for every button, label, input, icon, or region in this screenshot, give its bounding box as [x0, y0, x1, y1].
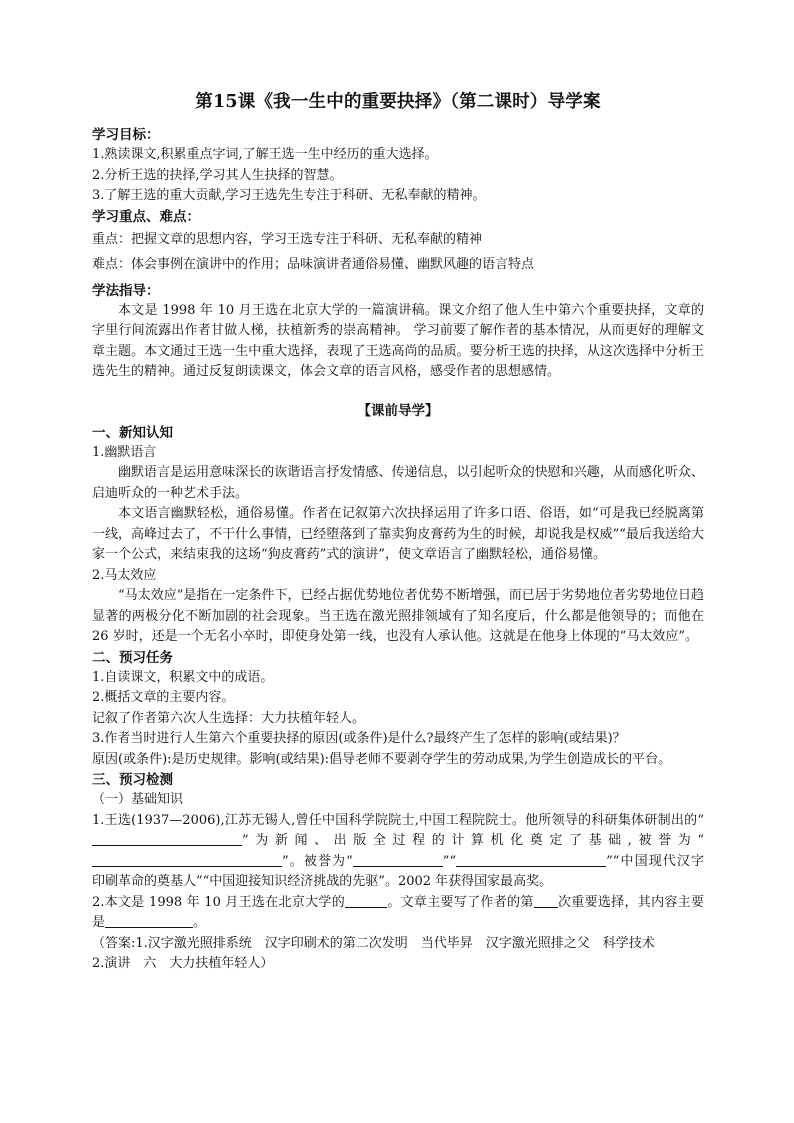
task-question-1: 1.自读课文，积累文中的成语。: [92, 669, 274, 685]
task-answer-2: 记叙了作者第六次人生选择：大力扶植年轻人。: [92, 710, 366, 726]
goal-item-2: 2.分析王选的抉择,学习其人生抉择的智慧。: [92, 167, 343, 183]
humor-language-definition: 幽默语言是运用意味深长的诙谐语言抒发情感、传递信息，以引起听众的快慰和兴趣，从而感化听众、启迪听众的一种艺术手法。: [92, 465, 704, 501]
q1-text-c: ”。被誉为“: [282, 853, 353, 869]
blank-6[interactable]: [534, 893, 558, 908]
task-question-2: 2.概括文章的主要内容。: [92, 690, 235, 705]
q1-text-a: 1.王选(1937—2006),江苏无锡人,曾任中国科学院院士,中国工程院院士。他所领导的科研集体研制出的“: [92, 812, 704, 828]
preview-section: [92, 401, 704, 975]
key-points-section: [92, 207, 704, 277]
humor-language-example: 本文语言幽默轻松，通俗易懂。作者在记叙第六次抉择运用了许多口语、俗语，如“可是我已经脱离第一线，高峰过去了，不干什么事情，已经堕落到了靠卖狗皮膏药为生的时候，却说我是权威”“最后我送给大家一个公式，来结束我的这场“狗皮膏药”式的演讲”，使文章语言了幽默轻松，通俗易懂。: [92, 506, 704, 562]
section-1-heading: 一、新知认知: [92, 424, 173, 441]
blank-2[interactable]: [92, 852, 282, 867]
basic-knowledge-heading: （一）基础知识: [92, 792, 184, 807]
task-answer-3: 原因(或条件):是历史规律。影响(或结果):倡导老师不要剥夺学生的劳动成果,为学生创造成长的平台。: [92, 751, 672, 767]
fill-blank-question-1: [92, 811, 704, 893]
learning-goals-section: [92, 125, 704, 207]
section-2-heading: 二、预习任务: [92, 649, 173, 666]
page-title: 第15课《我一生中的重要抉择》（第二课时）导学案: [195, 92, 601, 112]
q2-text-b: 。文章主要写了作者的第: [387, 894, 534, 910]
blank-5[interactable]: [345, 893, 387, 908]
task-question-3: 3.作者当时进行人生第六个重要抉择的原因(或条件)是什么?最终产生了怎样的影响(或结果)？: [92, 731, 626, 746]
section-3-heading: 三、预习检测: [92, 772, 173, 788]
matthew-effect-text: “马太效应”是指在一定条件下，已经占据优势地位者优势不断增强，而已居于劣势地位者劣势地位日趋显著的两极分化不断加剧的社会现象。当王选在激光照排领域有了知名度后，什么都是他领导的；而他在 26 岁时，还是一个无名小卒时，即使身处第一线，也没有人承认他。这就是在他身上体现的“马太效应”。: [92, 588, 704, 644]
blank-1[interactable]: [92, 831, 242, 846]
blank-3[interactable]: [353, 852, 443, 867]
document-body: [92, 88, 704, 975]
study-method-text: 本文是 1998 年 10 月王选在北京大学的一篇演讲稿。课文介绍了他人生中第六个重要抉择，文章的字里行间流露出作者甘做人梯，扶植新秀的崇高精神。 学习前要了解作者的基本情况，从而更好的理解文章主题。本文通过王选一生中重大选择，表现了王选高尚的品质。要分析王选的抉择，从这次选择中分析王选先生的精神。通过反复朗读课文，体会文章的语言风格，感受作者的思想感情。: [92, 302, 704, 379]
q1-text-b: ”为新闻、出版全过程的计算机化奠定了基础,被誉为“: [242, 833, 704, 848]
preview-heading: 【课前导学】: [357, 402, 439, 419]
learning-goals-heading: 学习目标：: [92, 127, 160, 143]
study-method-heading: 学法指导：: [92, 282, 160, 299]
goal-item-3: 3.了解王选的重大贡献,学习王选先生专注于科研、无私奉献的精神。: [92, 188, 486, 203]
matthew-effect-title: 2.马太效应: [92, 567, 157, 583]
q2-text-a: 2.本文是 1998 年 10 月王选在北京大学的: [92, 894, 346, 910]
key-difficulty: 难点：体会事例在演讲中的作用；品味演讲者通俗易懂、幽默风趣的语言特点: [92, 256, 535, 272]
key-focus: 重点：把握文章的思想内容，学习王选专注于科研、无私奉献的精神: [92, 231, 483, 247]
study-method-section: [92, 281, 704, 383]
key-points-heading: 学习重点、难点：: [92, 208, 200, 225]
blank-7[interactable]: [105, 913, 193, 928]
blank-4[interactable]: [456, 852, 606, 867]
humor-language-title: 1.幽默语言: [92, 444, 157, 460]
goal-item-1: 1.熟读课文,积累重点字词,了解王选一生中经历的重大选择。: [92, 147, 438, 162]
q2-text-c: 次重要选择，其内容主要是: [92, 894, 704, 930]
fill-blank-question-2: [92, 893, 704, 934]
q1-text-d: ”“: [442, 853, 457, 869]
answer-line-2: 2.演讲 六 大力扶植年轻人）: [92, 956, 274, 971]
q1-text-e: ”“中国现代汉字印刷革命的奠基人”“中国迎接知识经济挑战的先驱”。2002 年获得国家最高奖。: [92, 853, 704, 889]
q2-text-d: 。: [193, 915, 207, 930]
answer-line-1: （答案:1.汉字激光照排系统 汉字印刷术的第二次发明 当代毕昇 汉字激光照排之父 科学技术: [92, 935, 655, 951]
